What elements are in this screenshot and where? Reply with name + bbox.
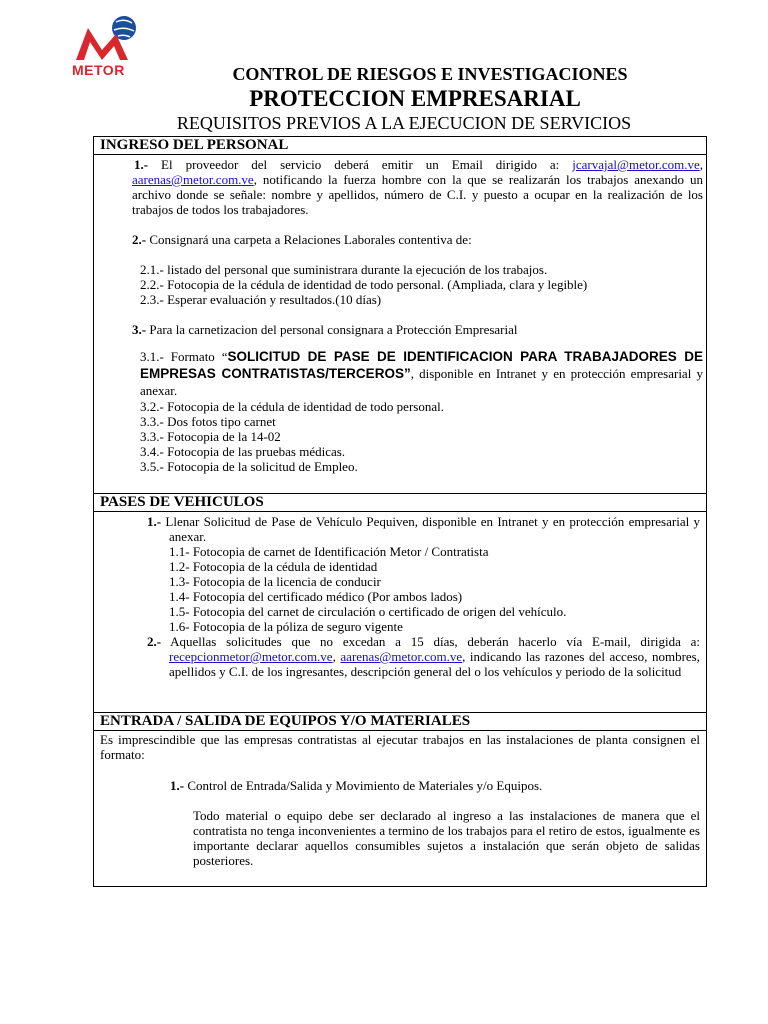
list-item: 1.3- Fotocopia de la licencia de conducir — [169, 574, 381, 589]
ingreso-p1-num: 1.- — [134, 157, 149, 172]
email-aarenas-link-2[interactable]: aarenas@metor.com.ve — [340, 649, 463, 664]
list-item: 2.2.- Fotocopia de la cédula de identidad de todo personal. (Ampliada, clara y legible) — [140, 277, 588, 292]
header-line-2: PROTECCION EMPRESARIAL — [249, 86, 581, 111]
entrada-p1: 1.- Control de Entrada/Salida y Movimiento de Materiales y/o Equipos. — [170, 778, 543, 793]
list-item: 3.2.- Fotocopia de la cédula de identidad de todo personal. — [140, 399, 444, 414]
ingreso-p3: 3.- Para la carnetizacion del personal consignara a Protección Empresarial — [132, 322, 518, 337]
email-aarenas-link[interactable]: aarenas@metor.com.ve — [132, 172, 254, 187]
list-item: 1.1- Fotocopia de carnet de Identificación Metor / Contratista — [169, 544, 489, 559]
list-item: 1.6- Fotocopia de la póliza de seguro vigente — [169, 619, 403, 634]
section-entrada — [93, 712, 707, 887]
section-pases — [93, 493, 707, 713]
header-line-1: CONTROL DE RIESGOS E INVESTIGACIONES — [232, 64, 628, 84]
entrada-note: Todo material o equipo debe ser declarado al ingreso a las instalaciones de manera que el contratista no tenga inconvenientes a termino de los trabajos para el retiro de estos, igualmente es importante declarar aquellos consumibles sujetos a instalación que serán objeto de salidas posteriores. — [193, 808, 700, 868]
list-item: 3.3.- Fotocopia de la 14-02 — [140, 429, 281, 444]
email-jcarvajal-link[interactable]: jcarvajal@metor.com.ve — [572, 157, 700, 172]
list-item: 2.3.- Esperar evaluación y resultados.(10 días) — [140, 292, 382, 307]
list-item: 3.3.- Dos fotos tipo carnet — [140, 414, 276, 429]
list-item: 1.5- Fotocopia del carnet de circulación o certificado de origen del vehículo. — [169, 604, 567, 619]
list-item: 1.4- Fotocopia del certificado médico (Por ambos lados) — [169, 589, 463, 604]
section-title-entrada: ENTRADA / SALIDA DE EQUIPOS Y/O MATERIALES — [94, 713, 706, 731]
logo-text: METOR — [72, 62, 125, 78]
email-recepcionmetor-link[interactable]: recepcionmetor@metor.com.ve — [169, 649, 333, 664]
ingreso-p2: 2.- Consignará una carpeta a Relaciones Laborales contentiva de: — [132, 232, 472, 247]
entrada-intro: Es imprescindible que las empresas contratistas al ejecutar trabajos en las instalaciones de planta consignen el formato: — [100, 732, 700, 762]
header-line-3: REQUISITOS PREVIOS A LA EJECUCION DE SERVICIOS — [176, 113, 632, 133]
pases-p2: 2.- Aquellas solicitudes que no excedan a 15 días, deberán hacerlo vía E-mail, dirigida a: recepcionmetor@metor.com.ve, aarenas@metor.com.ve, indicando las razones del acceso, nombres, apellidos y C.I. de los ingresantes, descripción general del o los vehículos y periodo de la solicitud — [147, 634, 700, 679]
section-ingreso — [93, 136, 707, 494]
ingreso-p3-1: 3.1.- Formato “SOLICITUD DE PASE DE IDENTIFICACION PARA TRABAJADORES DE EMPRESAS CONTRATISTAS/TERCEROS”, disponible en Intranet y en protección empresarial y anexar. — [140, 349, 703, 398]
list-item: 2.1.- listado del personal que suministrara durante la ejecución de los trabajos. — [140, 262, 548, 277]
pases-p1: 1.- Llenar Solicitud de Pase de Vehículo Pequiven, disponible en Intranet y en protección empresarial y anexar. — [147, 514, 700, 544]
list-item: 1.2- Fotocopia de la cédula de identidad — [169, 559, 378, 574]
section-title-pases: PASES DE VEHICULOS — [94, 494, 706, 512]
section-title-ingreso: INGRESO DEL PERSONAL — [94, 137, 706, 155]
list-item: 3.5.- Fotocopia de la solicitud de Empleo. — [140, 459, 358, 474]
list-item: 3.4.- Fotocopia de las pruebas médicas. — [140, 444, 346, 459]
ingreso-p1: 1.- El proveedor del servicio deberá emitir un Email dirigido a: jcarvajal@metor.com.ve, aarenas@metor.com.ve, notificando la fuerza hombre con la que se realizarán los trabajos anexando un archivo donde se señale: nombre y apellidos, número de C.I. y puesto a ocupar en la realización de los trabajos de todos los trabajadores. — [132, 157, 703, 217]
